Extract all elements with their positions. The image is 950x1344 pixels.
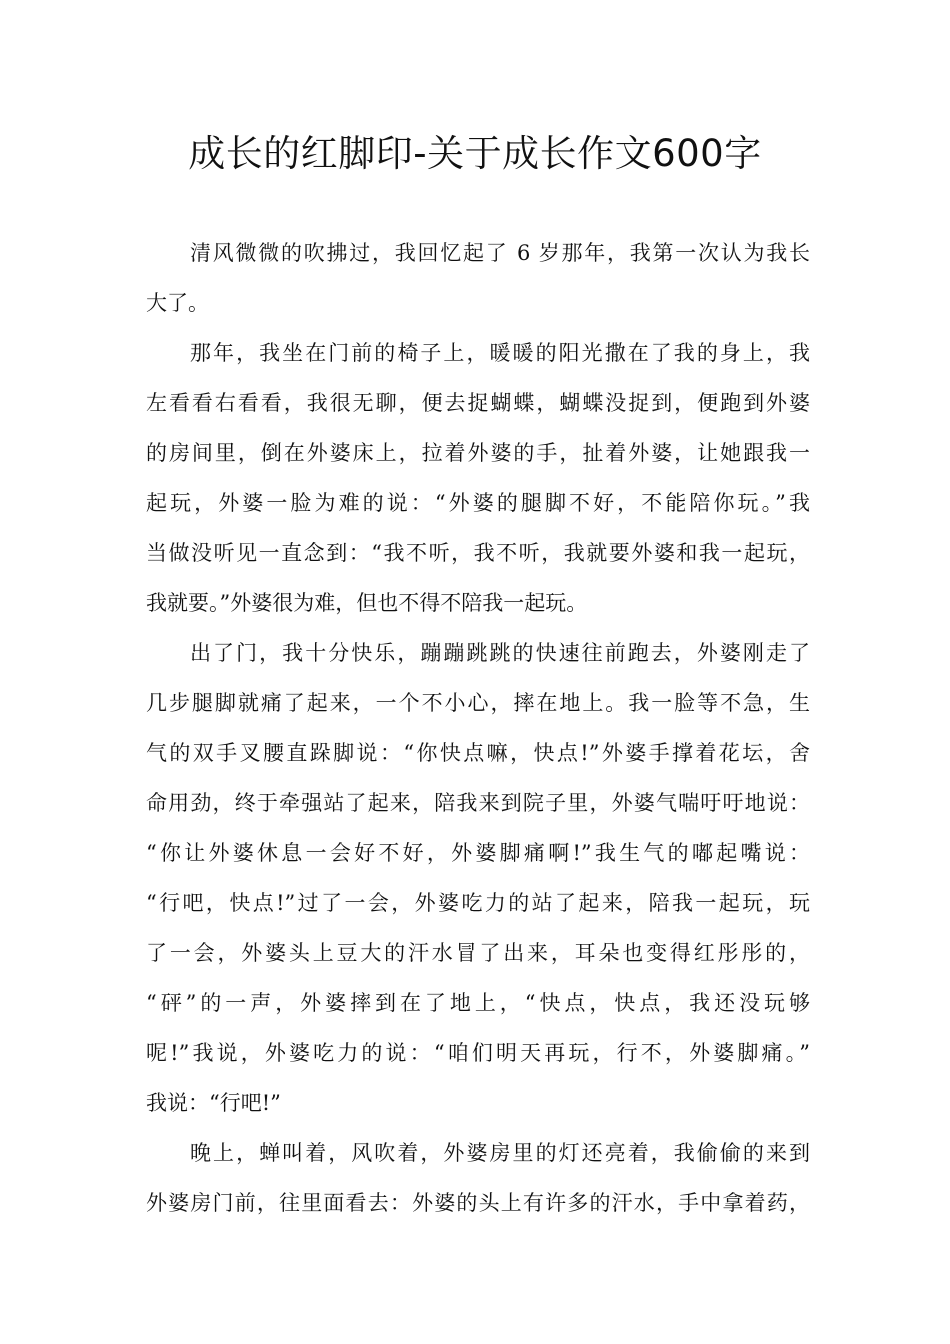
text-line: 起玩，外婆一脸为难的说：“外婆的腿脚不好，不能陪你玩。”我 — [146, 491, 810, 515]
text-line: 呢!”我说，外婆吃力的说：“咱们明天再玩，行不，外婆脚痛。” — [146, 1041, 810, 1065]
text-line: 了一会，外婆头上豆大的汗水冒了出来，耳朵也变得红彤彤的， — [146, 941, 810, 965]
text-line: 左看看右看看，我很无聊，便去捉蝴蝶，蝴蝶没捉到，便跑到外婆 — [146, 391, 810, 415]
document-body — [146, 228, 810, 1228]
text-line: 当做没听见一直念到：“我不听，我不听，我就要外婆和我一起玩， — [146, 541, 810, 565]
text-line: 那年，我坐在门前的椅子上，暖暖的阳光撒在了我的身上，我 — [190, 341, 810, 365]
text-line: 我就要。”外婆很为难，但也不得不陪我一起玩。 — [146, 591, 588, 615]
text-line: “砰”的一声，外婆摔到在了地上，“快点，快点，我还没玩够 — [146, 991, 810, 1015]
text-line: 清风微微的吹拂过，我回忆起了 6 岁那年，我第一次认为我长 — [190, 241, 810, 265]
text-line: 几步腿脚就痛了起来，一个不小心，摔在地上。我一脸等不急，生 — [146, 691, 810, 715]
text-line: “你让外婆休息一会好不好，外婆脚痛啊!”我生气的嘟起嘴说： — [146, 841, 810, 865]
text-line: 外婆房门前，往里面看去：外婆的头上有许多的汗水，手中拿着药， — [146, 1191, 810, 1215]
text-line: “行吧，快点!”过了一会，外婆吃力的站了起来，陪我一起玩，玩 — [146, 891, 810, 915]
text-line: 气的双手叉腰直跺脚说：“你快点嘛，快点!”外婆手撑着花坛，舍 — [146, 741, 810, 765]
text-line: 的房间里，倒在外婆床上，拉着外婆的手，扯着外婆，让她跟我一 — [146, 441, 810, 465]
text-line: 命用劲，终于牵强站了起来，陪我来到院子里，外婆气喘吁吁地说： — [146, 791, 810, 815]
text-line: 我说：“行吧!” — [146, 1091, 281, 1115]
document-title: 成长的红脚印-关于成长作文600字 — [188, 132, 762, 175]
text-line: 出了门，我十分快乐，蹦蹦跳跳的快速往前跑去，外婆刚走了 — [190, 641, 810, 665]
text-line: 大了。 — [146, 291, 209, 315]
text-line: 晚上，蝉叫着，风吹着，外婆房里的灯还亮着，我偷偷的来到 — [190, 1141, 810, 1165]
